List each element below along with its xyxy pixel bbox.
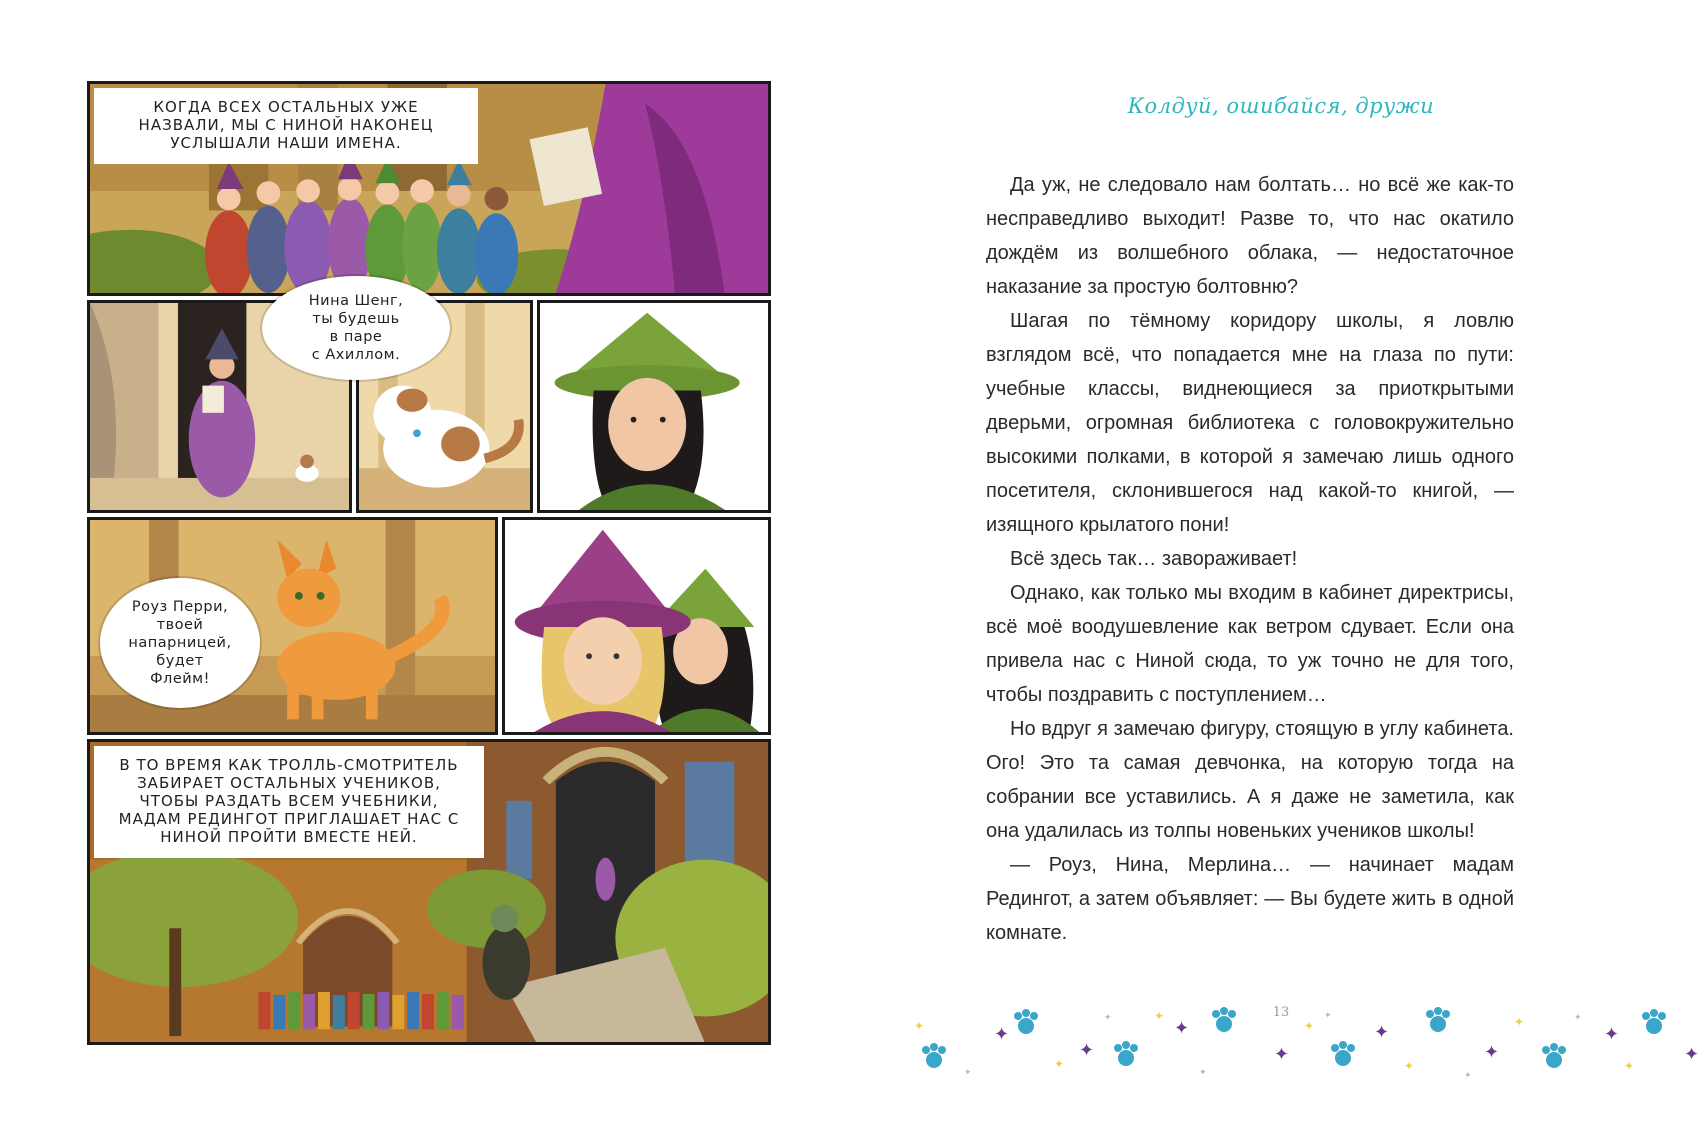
paragraph-3: Всё здесь так… завораживает! [1010,548,1298,570]
story-text [986,168,1514,950]
svg-text:✦: ✦ [1374,1022,1390,1043]
paragraph-2: Шагая по тёмному коридору школы, я ловлю взглядом всё, что попадается мне на глаза по пути: учебные классы, виднеющиеся за приоткрытыми дверьми, огромная библиотека с головокружительно высокими полками, в которой я замечаю лишь одного посетителя, склонившегося над какой-то книгой, — изящного крылатого пони! [986,310,1514,536]
chapter-title: Колдуй, ошибайся, дружи [1127,94,1435,118]
paragraph-6: — Роуз, Нина, Мерлина… — начинает мадам Редингот, а затем объявляет: — Вы будете жить в одной комнате. [986,854,1514,944]
svg-text:✦: ✦ [1324,1011,1332,1021]
svg-text:✦: ✦ [1274,1044,1290,1065]
svg-text:✦: ✦ [1154,1009,1165,1023]
svg-text:✦: ✦ [994,1024,1010,1045]
svg-text:✦: ✦ [1574,1013,1582,1023]
speech-bubble-nina [262,276,450,380]
svg-text:✦: ✦ [1174,1018,1190,1039]
panel-1-caption: КОГДА ВСЕХ ОСТАЛЬНЫХ УЖЕ НАЗВАЛИ, МЫ С НИНОЙ НАКОНЕЦ УСЛЫШАЛИ НАШИ ИМЕНА. [94,88,478,164]
panel-7-caption: В ТО ВРЕМЯ КАК ТРОЛЛЬ-СМОТРИТЕЛЬ ЗАБИРАЕТ ОСТАЛЬНЫХ УЧЕНИКОВ, ЧТОБЫ РАЗДАТЬ ВСЕМ УЧЕБНИКИ, МАДАМ РЕДИНГОТ ПРИГЛАШАЕТ НАС С НИНОЙ ПРОЙТИ ВМЕСТЕ НЕЙ. [94,746,484,858]
svg-text:✦: ✦ [1079,1040,1095,1061]
paragraph-4: Однако, как только мы входим в кабинет директрисы, всё моё воодушевление как ветром сдувает. Если она привела нас с Ниной сюда, то уж точно не для того, чтобы поздравить с поступлением… [986,582,1514,706]
svg-text:✦: ✦ [964,1068,972,1078]
svg-text:✦: ✦ [1514,1015,1525,1029]
paragraph-5: Но вдруг я замечаю фигуру, стоящую в углу кабинета. Ого! Это та самая девчонка, на которую тогда на собрании все уставились. А я даже не заметила, как она удалилась из толпы новеньких учеников школы! [986,718,1514,842]
speech-bubble-rose [100,578,260,708]
paragraph-1: Да уж, не следовало нам болтать… но всё же как-то несправедливо выходит! Разве то, что нас окатило дождём из волшебного облака, — недостаточное наказание за простую болтовню? [986,174,1514,298]
panel-4-illustration [540,303,768,510]
svg-text:✦: ✦ [1624,1059,1635,1073]
svg-text:✦: ✦ [1199,1068,1207,1078]
svg-text:✦: ✦ [1054,1057,1065,1071]
panel-6-illustration [505,520,768,732]
svg-text:✦: ✦ [1484,1042,1500,1063]
svg-text:✦: ✦ [914,1019,925,1033]
svg-text:✦: ✦ [1404,1059,1415,1073]
svg-text:✦: ✦ [1304,1019,1315,1033]
svg-text:✦: ✦ [1684,1044,1700,1065]
svg-text:✦: ✦ [1464,1071,1472,1081]
comic-panel-1 [87,81,771,296]
comic-panel-4 [537,300,771,513]
speech-bubble-nina-text: Нина Шенг, ты будешь в паре с Ахиллом. [308,293,404,363]
svg-text:✦: ✦ [1104,1013,1112,1023]
svg-text:✦: ✦ [1604,1024,1620,1045]
speech-bubble-rose-text: Роуз Перри, твоей напарницей, будет Флейм! [128,599,232,687]
comic-panel-7 [87,739,771,1045]
page-number: 13 [1272,1005,1290,1020]
text-page [854,0,1708,1125]
comic-panel-6 [502,517,771,735]
